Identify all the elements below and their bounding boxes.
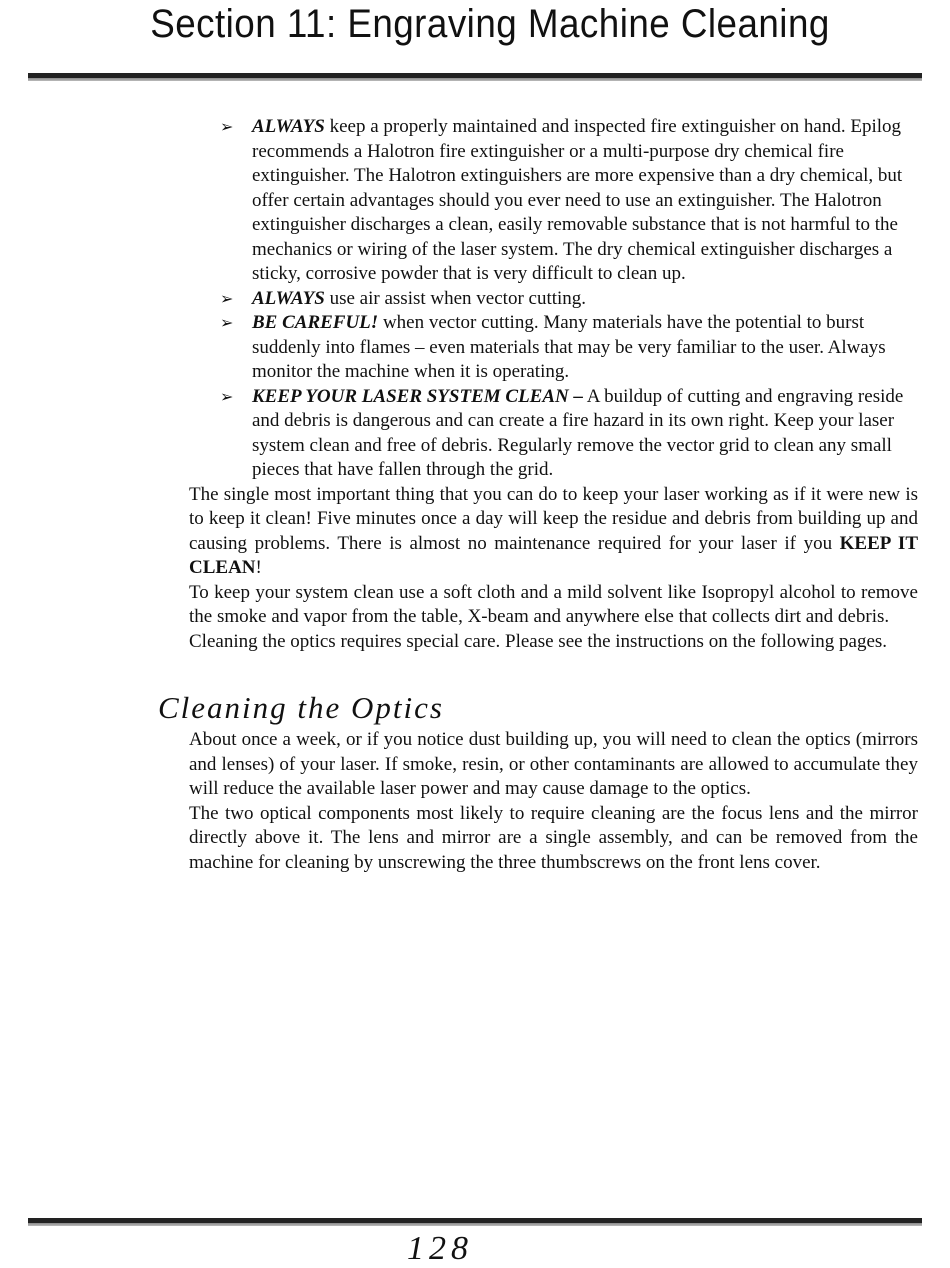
bullet-text: keep a properly maintained and inspected fire extinguisher on hand. Epilog recommends a Halotron fire extinguisher or a multi-purpose dry chemical fire extinguisher. The Halotron extinguishers are more expensive than a dry chemical, but offer certain advantages should you ever need to use an extinguisher. The Halotron extinguisher discharges a clean, easily removable substance that is not harmful to the mechanics or wiring of the laser system. The dry chemical extinguisher discharges a sticky, corrosive powder that is very difficult to clean up. [252,116,903,284]
bullet-lead: BE CAREFUL! [252,312,379,333]
safety-bullet-list [189,115,918,483]
header-divider [28,73,922,81]
paragraph-keep-clean [189,483,918,581]
page-header-title: Section 11: Engraving Machine Cleaning [150,2,830,46]
section-subheading: Cleaning the Optics [158,690,444,725]
arrow-bullet-icon: ➢ [220,313,234,332]
bullet-item [220,115,918,287]
bullet-lead: ALWAYS [252,116,325,137]
bullet-lead: ALWAYS [252,287,325,309]
bullet-text: A buildup of cutting and engraving reside and debris is dangerous and can create a fire hazard in its own right. Keep your laser system clean and free of debris. Regularly remove the vector grid to clean any small pieces that have fallen through the grid. [252,385,904,480]
bullet-text: when vector cutting. Many materials have the potential to burst suddenly into flames – even materials that may be very familiar to the user. Always monitor the machine when it is operating. [252,312,886,382]
page-content [158,115,918,875]
footer-divider [28,1218,922,1226]
paragraph-optical-components: The two optical components most likely to require cleaning are the focus lens and the mirror directly above it. The lens and mirror are a single assembly, and can be removed from the machine for cleaning by unscrewing the three thumbscrews on the front lens cover. [189,802,918,873]
bullet-item [220,385,918,483]
arrow-bullet-icon: ➢ [220,386,234,406]
paragraph-end: ! [255,557,262,578]
arrow-bullet-icon: ➢ [220,117,234,136]
paragraph-text: The single most important thing that you can do to keep your laser working as if it were new is to keep it clean! Five minutes once a day will keep the residue and debris from building up and causing problems. There is almost no maintenance required for your laser if you [189,483,918,554]
keep-it-clean-emphasis: KEEP IT CLEAN [189,532,918,578]
paragraph-weekly-cleaning: About once a week, or if you notice dust building up, you will need to clean the optics (mirrors and lenses) of your laser. If smoke, resin, or other contaminants are allowed to accumulate they will reduce the available laser power and may cause damage to the optics. [189,729,918,799]
page-number: 128 [407,1230,473,1267]
paragraph-cleaning-method: To keep your system clean use a soft cloth and a mild solvent like Isopropyl alcohol to remove the smoke and vapor from the table, X-beam and anywhere else that collects dirt and debris. [189,581,918,627]
bullet-item [220,287,918,312]
arrow-bullet-icon: ➢ [220,288,234,308]
bullet-lead: KEEP YOUR LASER SYSTEM CLEAN – [252,385,583,407]
bullet-item [220,311,918,385]
paragraph-optics-care: Cleaning the optics requires special care. Please see the instructions on the following pages. [189,630,888,652]
bullet-text: use air assist when vector cutting. [324,287,587,309]
